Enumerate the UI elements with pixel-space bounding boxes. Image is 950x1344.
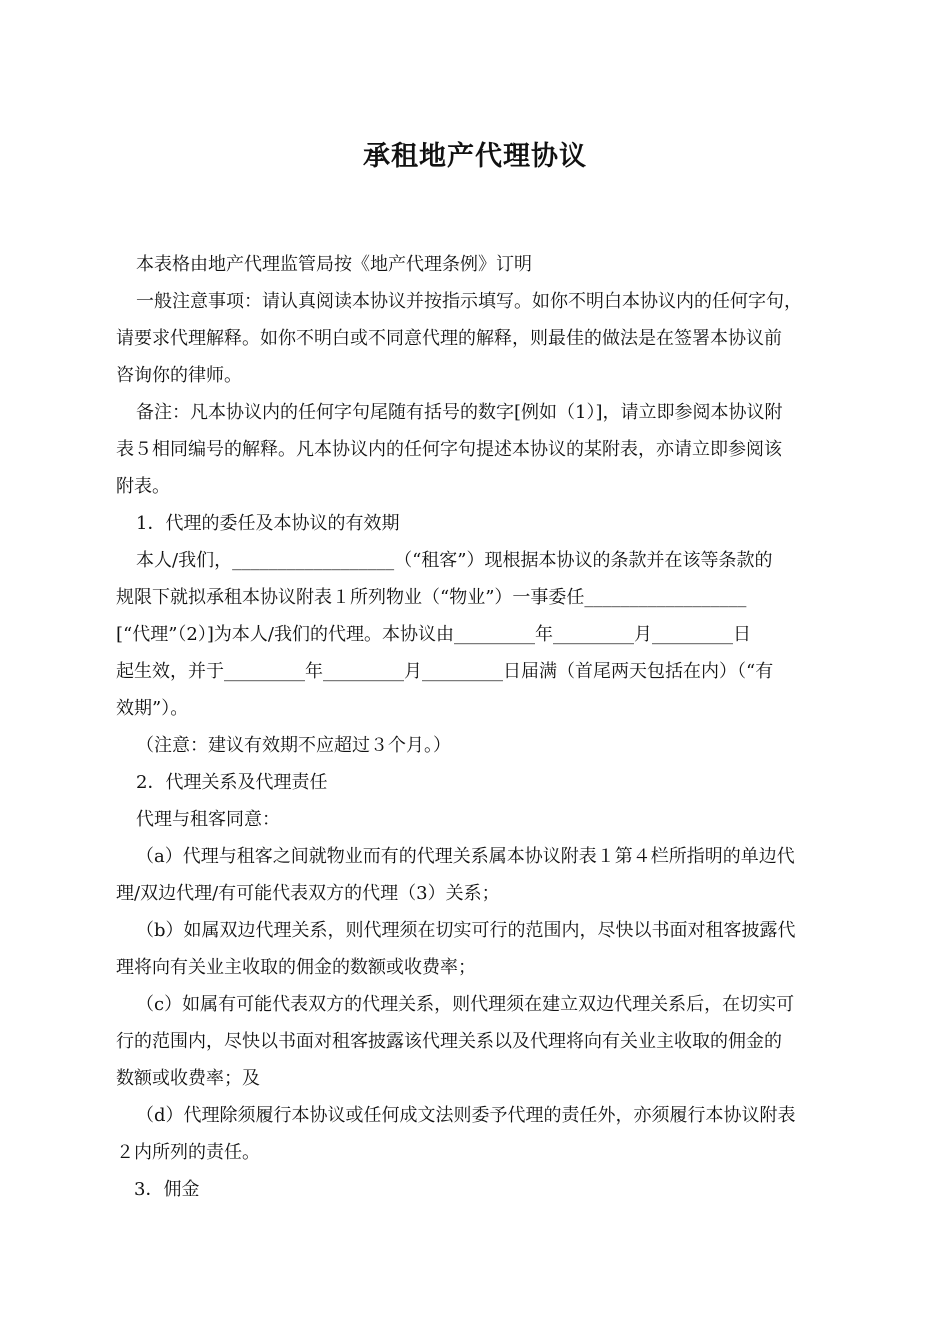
paragraph-line: 代理与租客同意： — [136, 809, 280, 830]
section-heading: 1．代理的委任及本协议的有效期 — [136, 513, 400, 534]
clause-c-line: 行的范围内，尽快以书面对租客披露该代理关系以及代理将向有关业主收取的佣金的 — [116, 1031, 782, 1052]
clause-d-line: （d）代理除须履行本协议或任何成文法则委予代理的责任外，亦须履行本协议附表 — [136, 1105, 796, 1126]
section-heading: 3．佣金 — [134, 1179, 200, 1200]
validity-note: （注意：建议有效期不应超过３个月。） — [136, 735, 451, 756]
general-notice-line: 咨询你的律师。 — [116, 365, 242, 386]
paragraph-line: 起生效，并于_________年_________月_________日届满（首尾两天包括在内）（“有 — [116, 661, 774, 682]
remark-line: 备注：凡本协议内的任何字句尾随有括号的数字[例如（1）]，请立即参阅本协议附 — [136, 402, 783, 423]
clause-a-line: 理/双边代理/有可能代表双方的代理（3）关系； — [116, 883, 500, 904]
remark-line: 附表。 — [116, 476, 170, 497]
clause-a-line: （a）代理与租客之间就物业而有的代理关系属本协议附表１第４栏所指明的单边代 — [136, 846, 795, 867]
clause-d-line: ２内所列的责任。 — [116, 1142, 260, 1163]
paragraph-line: 本人/我们，__________________（“租客”）现根据本协议的条款并在该等条款的 — [136, 550, 773, 571]
document-body — [116, 246, 838, 1208]
remark-line: 表５相同编号的解释。凡本协议内的任何字句提述本协议的某附表，亦请立即参阅该 — [116, 439, 782, 460]
clause-b-line: （b）如属双边代理关系，则代理须在切实可行的范围内，尽快以书面对租客披露代 — [136, 920, 796, 941]
general-notice-line: 请要求代理解释。如你不明白或不同意代理的解释，则最佳的做法是在签署本协议前 — [116, 328, 782, 349]
clause-c-line: （c）如属有可能代表双方的代理关系，则代理须在建立双边代理关系后，在切实可 — [136, 994, 795, 1015]
paragraph-line: [“代理”（2）]为本人/我们的代理。本协议由_________年_________月_________日 — [116, 624, 751, 645]
clause-b-line: 理将向有关业主收取的佣金的数额或收费率； — [116, 957, 476, 978]
document-title: 承租地产代理协议 — [363, 141, 587, 172]
form-origin-note: 本表格由地产代理监管局按《地产代理条例》订明 — [136, 254, 532, 275]
section-heading: 2．代理关系及代理责任 — [136, 772, 328, 793]
paragraph-line: 规限下就拟承租本协议附表１所列物业（“物业”）一事委任__________________ — [116, 587, 747, 608]
clause-c-line: 数额或收费率；及 — [116, 1068, 260, 1089]
general-notice-line: 一般注意事项：请认真阅读本协议并按指示填写。如你不明白本协议内的任何字句， — [136, 291, 802, 312]
paragraph-line: 效期”）。 — [116, 698, 189, 719]
